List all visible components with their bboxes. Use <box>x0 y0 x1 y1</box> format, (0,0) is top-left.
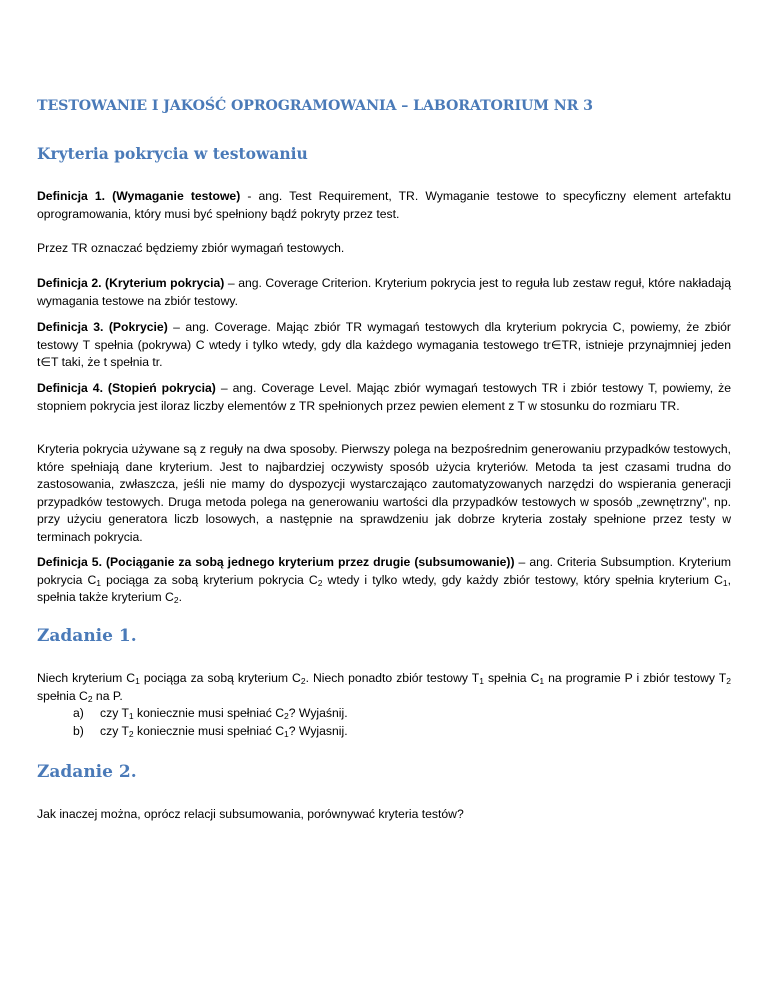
task-1-fragment: Niech kryterium C <box>37 671 136 685</box>
subscript: 1 <box>96 577 101 588</box>
task-1-list <box>73 705 733 740</box>
definition-5-text: pociąga za sobą kryterium pokrycia C <box>101 572 318 587</box>
definition-3 <box>37 319 731 372</box>
definition-1 <box>37 188 731 223</box>
subscript: 2 <box>317 577 323 588</box>
task-1-fragment: na P. <box>92 688 123 703</box>
definition-2 <box>37 275 731 310</box>
subscript: 1 <box>128 711 134 721</box>
definition-5-text: wtedy i tylko wtedy, gdy każdy zbiór testowy, który spełnia kryterium C <box>322 572 723 587</box>
tr-note: Przez TR oznaczać będziemy zbiór wymagań testowych. <box>37 241 345 255</box>
usage-paragraph: Kryteria pokrycia używane są z reguły na dwa sposoby. Pierwszy polega na bezpośrednim generowaniu przypadków testowych, które spełniają dane kryterium. Jest to najbardziej oczywisty sposób użycia kryteriów. Metoda ta jest czasami trudna do zastosowania, zwłaszcza, jeśli nie mamy do dyspozycji wystarczająco zautomatyzowanych narzędzi do wspierania generacji przypadków testowych. Druga metoda polega na generowaniu wartości dla przypadków testowych w sposób „zewnętrzny”, np. przy użyciu generatora liczb losowych, a następnie na sprawdzeniu jak dobrze kryteria zostały spełnione przez testy w terminach pokrycia. <box>37 442 731 544</box>
subscript: 2 <box>284 711 289 721</box>
task-1-fragment: na programie P i zbiór testowy T <box>544 671 727 685</box>
definition-4 <box>37 380 731 415</box>
definition-5 <box>37 554 731 607</box>
task-2-text: Jak inaczej można, oprócz relacji subsumowania, porównywać kryteria testów? <box>37 807 464 821</box>
subscript: 2 <box>128 728 134 739</box>
task-1-heading: Zadanie 1. <box>37 626 137 646</box>
subscript: 1 <box>135 676 140 686</box>
task-2-heading: Zadanie 2. <box>37 762 137 782</box>
list-item-fragment: czy T <box>100 706 129 720</box>
list-item-text <box>100 723 348 741</box>
task-1-fragment: spełnia C <box>37 688 88 703</box>
definition-1-term: Definicja 1. (Wymaganie testowe) <box>37 189 241 203</box>
section-heading: Kryteria pokrycia w testowaniu <box>37 144 308 163</box>
list-item <box>73 723 733 741</box>
list-item-fragment: koniecznie musi spełniać C <box>133 706 285 720</box>
definition-5-text: . <box>178 590 182 605</box>
subscript: 1 <box>284 728 289 739</box>
definition-5-text: , spełnia także kryterium C <box>37 572 731 605</box>
definition-4-term: Definicja 4. (Stopień pokrycia) <box>37 381 216 395</box>
task-1-text <box>37 670 731 705</box>
definition-2-text: – ang. Coverage Criterion. Kryterium pokrycia jest to reguła lub zestaw reguł, które nakładają wymagania testowe na zbiór testowy. <box>37 276 731 308</box>
definition-1-text: - ang. Test Requirement, TR. Wymaganie testowe to specyficzny element artefaktu oprogramowania, który musi być spełniony bądź pokryty przez test. <box>37 189 732 221</box>
task-1-fragment: spełnia C <box>483 671 540 685</box>
task-1-fragment: . Niech ponadto zbiór testowy T <box>305 671 480 685</box>
list-item-label: b) <box>73 723 84 738</box>
document-title: TESTOWANIE I JAKOŚĆ OPROGRAMOWANIA – LABORATORIUM NR 3 <box>37 98 593 114</box>
subscript: 1 <box>479 676 484 686</box>
list-item-label: a) <box>73 706 84 720</box>
definition-5-term: Definicja 5. (Pociąganie za sobą jednego kryterium przez drugie (subsumowanie)) <box>37 555 515 569</box>
definition-3-text: – ang. Coverage. Mając zbiór TR wymagań testowych dla kryterium pokrycia C, powiemy, że zbiór testowy T spełnia (pokrywa) C wtedy i tylko wtedy, gdy dla każdego wymagania testowego tr∈TR, istnieje przynajmniej jeden t∈T taki, że t spełnia tr. <box>37 320 731 370</box>
subscript: 2 <box>173 595 179 606</box>
subscript: 2 <box>726 676 731 686</box>
definition-4-text: – ang. Coverage Level. Mając zbiór wymagań testowych TR i zbiór testowy T, powiemy, że stopniem pokrycia jest iloraz liczby elementów z TR spełnionych przez pewien element z T w stosunku do rozmiaru TR. <box>37 381 731 413</box>
list-item-fragment: czy T <box>100 723 129 738</box>
subscript: 1 <box>722 577 728 588</box>
list-item <box>73 705 733 723</box>
task-1-fragment: pociąga za sobą kryterium C <box>139 671 301 685</box>
list-item-text <box>100 705 348 723</box>
subscript: 1 <box>539 676 545 686</box>
list-item-fragment: ? Wyjaśnij. <box>288 706 348 720</box>
list-item-fragment: ? Wyjasnij. <box>288 723 348 738</box>
definition-3-term: Definicja 3. (Pokrycie) <box>37 320 168 334</box>
list-item-fragment: koniecznie musi spełniać C <box>133 723 285 738</box>
definition-2-term: Definicja 2. (Kryterium pokrycia) <box>37 276 225 290</box>
subscript: 2 <box>300 676 306 686</box>
definition-5-text: – ang. Criteria Subsumption. Kryterium pokrycia C <box>37 555 731 587</box>
subscript: 2 <box>87 693 93 704</box>
